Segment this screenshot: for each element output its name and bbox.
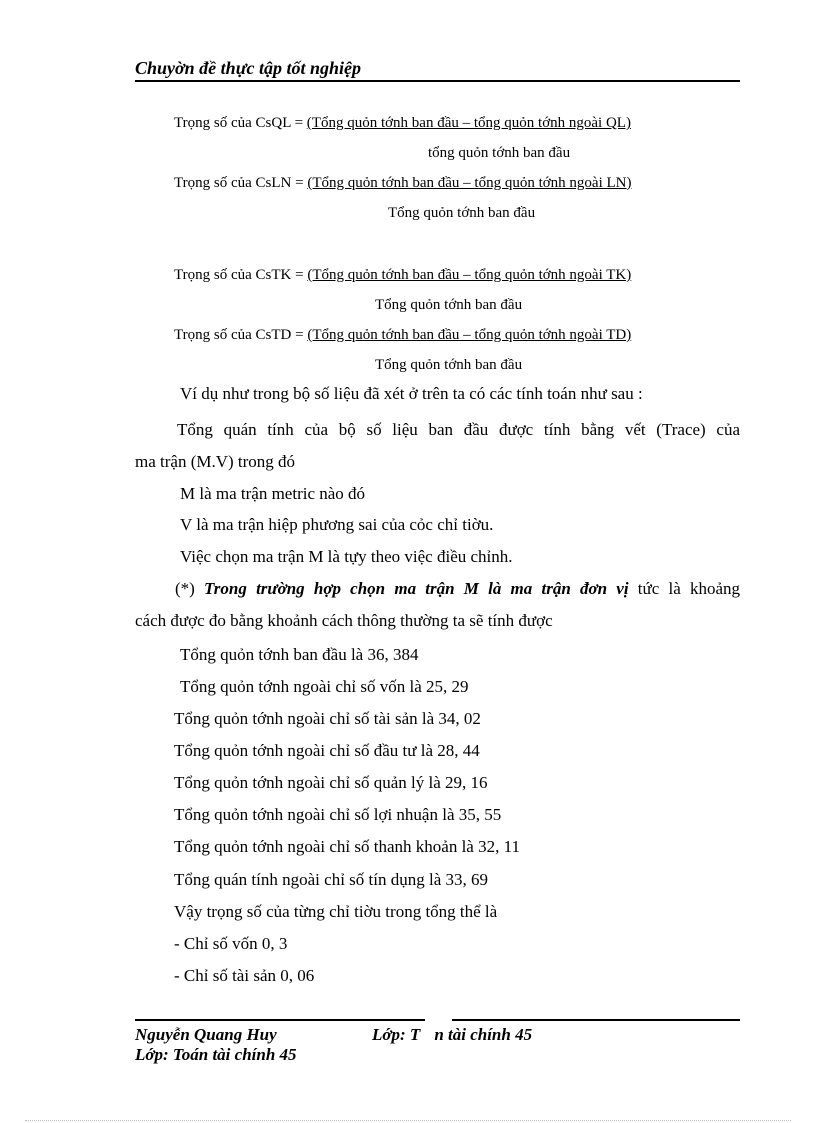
footer-class-rest: n tài chính 45 — [434, 1025, 533, 1044]
footer-class — [372, 1025, 532, 1045]
total-excl-profit: Tổng quỏn tớnh ngoài chỉ số lợi nhuận là 35, 55 — [174, 805, 502, 824]
formula-csql — [174, 115, 631, 132]
total-excl-management: Tổng quỏn tớnh ngoài chỉ số quản lý là 29, 16 — [174, 773, 488, 792]
formula-cstk — [174, 267, 631, 284]
formula-label: Trọng số của CsTK = — [174, 267, 308, 283]
footer-rule — [452, 1019, 740, 1021]
formula-denominator: Tổng quỏn tớnh ban đầu — [375, 357, 523, 373]
weights-intro: Vậy trọng số của từng chỉ tiờu trong tổng thể là — [174, 902, 498, 921]
trace-line-1: Tổng quán tính của bộ số liệu ban đầu được tính bằng vết (Trace) của — [177, 420, 740, 439]
total-excl-liquidity: Tổng quỏn tớnh ngoài chỉ số thanh khoản là 32, 11 — [174, 837, 520, 856]
formula-cstd — [174, 327, 631, 344]
case-line-1 — [135, 579, 740, 599]
footer-class-label: Lớp: T — [372, 1025, 421, 1044]
formula-csln — [174, 175, 632, 192]
total-excl-investment: Tổng quỏn tớnh ngoài chỉ số đầu tư là 28, 44 — [174, 741, 480, 760]
formula-label: Trọng số của CsQL = — [174, 115, 307, 131]
footer-class-line-2: Lớp: Toán tài chính 45 — [135, 1045, 297, 1064]
weight-capital: - Chỉ số vốn 0, 3 — [174, 934, 288, 953]
weight-assets: - Chỉ số tài sản 0, 06 — [174, 966, 315, 985]
formula-label: Trọng số của CsLN = — [174, 175, 308, 191]
case-prefix: (*) — [175, 579, 205, 598]
m-definition: M là ma trận metric nào đó — [180, 484, 366, 503]
formula-denominator: Tổng quỏn tớnh ban đầu — [375, 297, 523, 313]
example-intro: Ví dụ như trong bộ số liệu đã xét ở trên ta có các tính toán như sau : — [180, 384, 643, 403]
formula-numerator: (Tổng quỏn tớnh ban đầu – tổng quỏn tớnh ngoài QL) — [306, 115, 631, 131]
footer-rule — [135, 1019, 425, 1021]
case-suffix: tức là khoảng — [628, 579, 740, 598]
formula-numerator: (Tổng quỏn tớnh ban đầu – tổng quỏn tớnh ngoài TK) — [307, 267, 632, 283]
case-emphasis: Trong trường hợp chọn ma trận M là ma trận đơn vị — [204, 579, 629, 598]
total-excl-capital: Tổng quỏn tớnh ngoài chỉ số vốn là 25, 29 — [180, 677, 469, 696]
header-rule — [135, 80, 740, 82]
case-line-2: cách được đo bằng khoảnh cách thông thường ta sẽ tính được — [135, 611, 553, 630]
total-initial: Tổng quỏn tớnh ban đầu là 36, 384 — [180, 645, 419, 664]
formula-numerator: (Tổng quỏn tớnh ban đầu – tổng quỏn tớnh ngoài LN) — [307, 175, 632, 191]
total-excl-assets: Tổng quỏn tớnh ngoài chỉ số tài sản là 34, 02 — [174, 709, 481, 728]
choice-text: Việc chọn ma trận M là tựy theo việc điều chỉnh. — [180, 547, 513, 566]
formula-denominator: Tổng quỏn tớnh ban đầu — [388, 205, 536, 221]
page-bottom-border — [25, 1120, 791, 1121]
page-header-title: Chuyờn đề thực tập tốt nghiệp — [135, 58, 361, 78]
total-excl-credit: Tổng quán tính ngoài chỉ số tín dụng là 33, 69 — [174, 870, 488, 889]
trace-line-2: ma trận (M.V) trong đó — [135, 452, 296, 471]
v-definition: V là ma trận hiệp phương sai của cỏc chỉ tiờu. — [180, 515, 494, 534]
formula-label: Trọng số của CsTD = — [174, 327, 308, 343]
formula-denominator: tổng quỏn tớnh ban đầu — [428, 145, 571, 161]
footer-author: Nguyễn Quang Huy — [135, 1025, 277, 1044]
formula-numerator: (Tổng quỏn tớnh ban đầu – tổng quỏn tớnh ngoài TD) — [307, 327, 632, 343]
